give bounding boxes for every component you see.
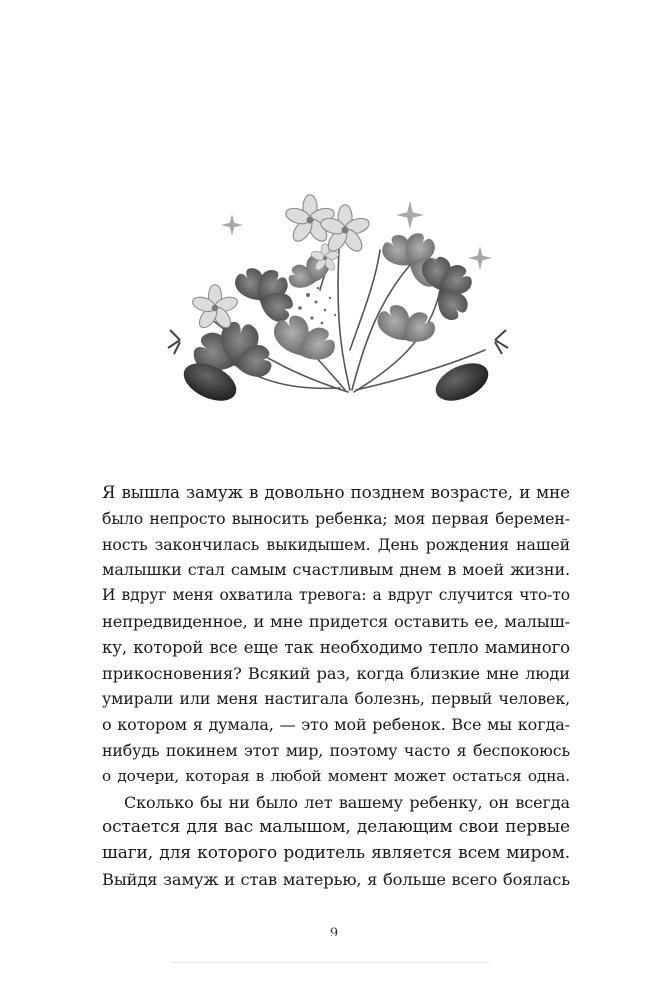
- text-line: о дочери, которая в любой момент может остаться одна.: [102, 766, 570, 785]
- page-number: 9: [329, 926, 339, 936]
- paragraph-1: [102, 480, 570, 790]
- floral-illustration: [140, 190, 530, 420]
- text-line: нибудь покинем этот мир, поэтому часто я беспокоюсь: [102, 740, 570, 760]
- paragraph-2: [102, 790, 570, 893]
- text-line: ку, которой все еще так необходимо тепло маминого: [102, 637, 570, 657]
- body-text: [102, 480, 570, 893]
- text-line: остается для вас малышом, делающим свои первые: [102, 817, 570, 838]
- text-line: ность закончилась выкидышем. День рождения нашей: [102, 534, 570, 554]
- text-line: умирали или меня настигала болезнь, первый человек,: [102, 689, 570, 709]
- text-line: малышки стал самым счастливым днем в моей жизни.: [102, 560, 570, 580]
- footer-divider: [172, 962, 490, 963]
- text-line: шаги, для которого родитель является всем миром.: [102, 843, 570, 864]
- berry-right: [430, 330, 508, 408]
- text-line: И вдруг меня охватила тревога: а вдруг случится что-то: [102, 586, 570, 605]
- text-line: Сколько бы ни было лет вашему ребенку, он всегда: [124, 792, 570, 812]
- text-line: Я вышла замуж в довольно позднем возрасте, и мне: [102, 482, 570, 502]
- text-line: прикосновения? Всякий раз, когда близкие мне люди: [102, 663, 570, 683]
- text-line: о котором я думала, — это мой ребенок. Все мы когда-: [102, 715, 570, 735]
- text-line: непредвиденное, и мне придется оставить ее, малыш-: [102, 611, 570, 631]
- text-line: было непросто выносить ребенка; моя первая беремен-: [102, 508, 570, 528]
- text-line: Выйдя замуж и став матерью, я больше всего боялась: [102, 869, 570, 889]
